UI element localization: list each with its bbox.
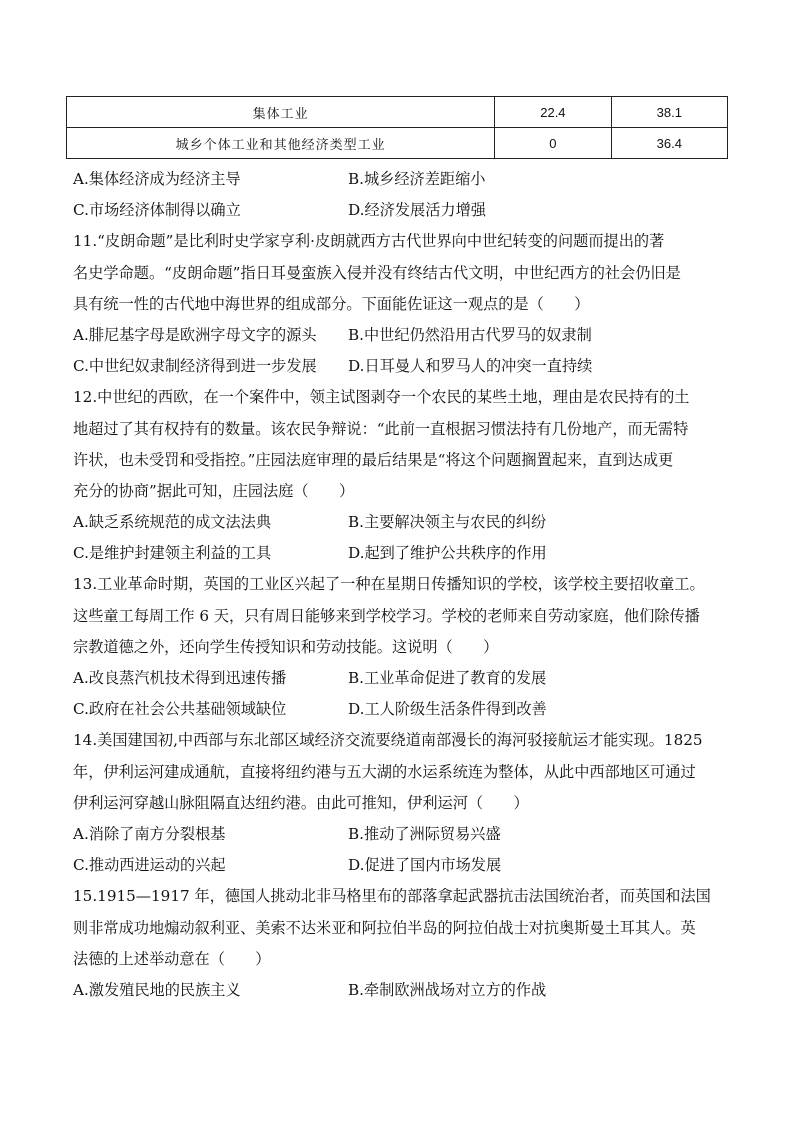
q13-option-b: B.工业革命促进了教育的发展 (348, 669, 547, 687)
q10-options-row-2 (73, 195, 733, 226)
table-cell-label: 城乡个体工业和其他经济类型工业 (67, 128, 495, 159)
q11-option-d: D.日耳曼人和罗马人的冲突一直持续 (348, 357, 593, 376)
question-content (73, 164, 733, 1006)
table-cell-value: 0 (495, 128, 611, 159)
q14-option-d: D.促进了国内市场发展 (348, 856, 502, 875)
q13-option-c: C.政府在社会公共基础领域缺位 (73, 700, 287, 719)
q13-options-row-2 (73, 694, 733, 725)
q12-option-c: C.是维护封建领主利益的工具 (73, 544, 272, 563)
q14-stem-line: 年，伊利运河建成通航，直接将纽约港与五大湖的水运系统连为整体，从此中西部地区可通过 (73, 762, 696, 781)
q11-option-a: A.腓尼基字母是欧洲字母文字的源头 (73, 325, 317, 344)
industry-data-table (66, 96, 728, 159)
q11-stem-line: 名史学命题。“皮朗命题”指日耳曼蛮族入侵并没有终结古代文明，中世纪西方的社会仍旧是 (73, 263, 681, 282)
q15-option-b: B.牵制欧洲战场对立方的作战 (348, 980, 547, 999)
q13-stem-line: 这些童工每周工作 6 天，只有周日能够来到学校学习。学校的老师来自劳动家庭，他们除传播 (73, 606, 700, 625)
q10-option-b: B.城乡经济差距缩小 (348, 170, 486, 188)
q12-stem-line: 许状，也未受罚和受指控。”庄园法庭审理的最后结果是“将这个问题搁置起来，直到达成更 (73, 450, 674, 469)
table-row (67, 128, 728, 159)
q11-options-row-1 (73, 320, 733, 351)
q11-stem-line: 具有统一性的古代地中海世界的组成部分。下面能佐证这一观点的是（ ） (73, 294, 590, 313)
q14-stem-line: 14.美国建国初,中西部与东北部区域经济交流要绕道南部漫长的海河驳接航运才能实现。1825 (73, 731, 703, 750)
q14-option-a: A.消除了南方分裂根基 (73, 824, 226, 843)
q12-option-d: D.起到了维护公共秩序的作用 (348, 544, 547, 563)
q10-option-d: D.经济发展活力增强 (348, 201, 486, 220)
q14-option-c: C.推动西进运动的兴起 (73, 856, 226, 875)
q10-options-row-1 (73, 164, 733, 195)
q11-options-row-2 (73, 351, 733, 382)
table-cell-value: 22.4 (495, 97, 611, 128)
table-cell-label: 集体工业 (67, 97, 495, 128)
q11-option-c: C.中世纪奴隶制经济得到进一步发展 (73, 357, 317, 376)
q11-stem-line: 11.“皮朗命题”是比利时史学家亨利·皮朗就西方古代世界向中世纪转变的问题而提出的著 (73, 232, 665, 251)
q13-options-row-1 (73, 663, 733, 694)
q14-option-b: B.推动了洲际贸易兴盛 (348, 824, 501, 843)
q14-stem-line: 伊利运河穿越山脉阻隔直达纽约港。由此可推知，伊利运河（ ） (73, 793, 529, 812)
q12-stem-line: 充分的协商”据此可知，庄园法庭（ ） (73, 481, 355, 500)
q15-stem-line: 法德的上述举动意在（ ） (73, 949, 271, 968)
q12-options-row-2 (73, 538, 733, 569)
q13-option-a: A.改良蒸汽机技术得到迅速传播 (73, 669, 287, 687)
q12-stem-line: 12.中世纪的西欧，在一个案件中，领主试图剥夺一个农民的某些土地，理由是农民持有的土 (73, 388, 690, 407)
table-cell-value: 38.1 (611, 97, 727, 128)
table-cell-value: 36.4 (611, 128, 727, 159)
table-row (67, 97, 728, 128)
q13-stem-line: 13.工业革命时期，英国的工业区兴起了一种在星期日传播知识的学校，该学校主要招收童工。 (73, 575, 705, 594)
q13-stem-line: 宗教道德之外，还向学生传授知识和劳动技能。这说明（ ） (73, 637, 499, 656)
q15-option-a: A.激发殖民地的民族主义 (73, 980, 241, 999)
q12-option-b: B.主要解决领主与农民的纠纷 (348, 513, 547, 532)
q12-stem-line: 地超过了其有权持有的数量。该农民争辩说：“此前一直根据习惯法持有几份地产，而无需特 (73, 419, 689, 438)
q14-options-row-2 (73, 850, 733, 881)
q11-option-b: B.中世纪仍然沿用古代罗马的奴隶制 (348, 325, 592, 344)
q12-option-a: A.缺乏系统规范的成文法法典 (73, 513, 272, 532)
q15-options-row-1 (73, 975, 733, 1006)
q13-option-d: D.工人阶级生活条件得到改善 (348, 700, 547, 719)
q15-stem-line: 则非常成功地煽动叙利亚、美索不达米亚和阿拉伯半岛的阿拉伯战士对抗奥斯曼土耳其人。英 (73, 918, 696, 937)
q15-stem-line: 15.1915—1917 年，德国人挑动北非马格里布的部落拿起武器抗击法国统治者，而英国和法国 (73, 887, 711, 906)
q14-options-row-1 (73, 819, 733, 850)
q12-options-row-1 (73, 507, 733, 538)
q10-option-a: A.集体经济成为经济主导 (73, 170, 241, 188)
q10-option-c: C.市场经济体制得以确立 (73, 201, 241, 220)
